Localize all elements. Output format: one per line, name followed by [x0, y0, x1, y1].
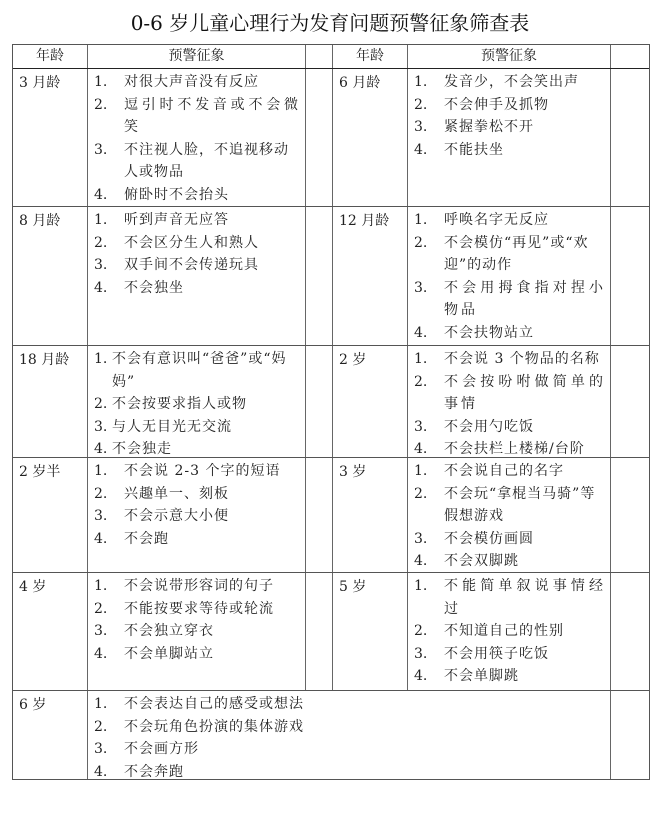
list-item: 1. 听到声音无应答: [94, 212, 229, 228]
age-2-years: 2 岁: [339, 352, 367, 368]
signs-3-months: [88, 69, 305, 206]
list-item: 3. 不会用勺吃饭: [414, 418, 534, 435]
list-item: 4. 不会跑: [94, 530, 169, 547]
age-5-years: 5 岁: [339, 579, 367, 595]
list-item: 1. 不会说自己的名字: [414, 463, 564, 479]
signs-6-years: [88, 691, 610, 783]
header-signs-left: 预警征象: [168, 48, 225, 64]
age-6-months: 6 月龄: [339, 75, 381, 91]
signs-2-years: [408, 346, 610, 461]
list-item: 1. 不会说 3 个物品的名称: [414, 351, 600, 367]
list-item: 1. 呼唤名字无反应: [414, 212, 549, 228]
list-item: 2. 不会玩“拿棍当马骑”等假想游戏: [414, 485, 596, 524]
column-divider: [305, 45, 306, 691]
signs-6-months: [408, 69, 610, 161]
list-item: 2. 不会按要求指人或物: [94, 396, 247, 412]
list-item: 4. 不会独走: [94, 441, 172, 457]
list-item: 2. 逗引时不发音或不会微笑: [94, 96, 301, 135]
signs-3-years: [408, 458, 610, 573]
screening-table: [12, 44, 650, 780]
list-item: 4. 不会单脚跳: [414, 668, 519, 684]
list-item: 2. 不知道自己的性别: [414, 623, 564, 639]
list-item: 1. 不会说 2-3 个字的短语: [94, 463, 281, 479]
list-item: 2. 不会玩角色扮演的集体游戏: [94, 718, 304, 735]
list-item: 2. 不会区分生人和熟人: [94, 234, 259, 251]
age-18-months: 18 月龄: [19, 352, 70, 368]
list-item: 4. 俯卧时不会抬头: [94, 186, 229, 203]
list-item: 3. 不会独立穿衣: [94, 623, 214, 639]
list-item: 3. 不会模仿画圆: [414, 530, 534, 547]
signs-4-years: [88, 573, 305, 665]
age-3-years: 3 岁: [339, 464, 367, 480]
list-item: 2. 兴趣单一、刻板: [94, 485, 229, 502]
signs-5-years: [408, 573, 610, 688]
list-item: 3. 不会用拇食指对捏小物品: [414, 279, 606, 318]
list-item: 4. 不会奔跑: [94, 763, 184, 780]
list-item: 3. 不会画方形: [94, 741, 199, 757]
header-age-right: 年龄: [356, 48, 384, 64]
age-8-months: 8 月龄: [19, 213, 61, 229]
list-item: 3. 与人无目光无交流: [94, 418, 232, 435]
list-item: 1. 对很大声音没有反应: [94, 74, 259, 90]
age-2-5-years: 2 岁半: [19, 464, 61, 480]
signs-12-months: [408, 207, 610, 344]
signs-2-5-years: [88, 458, 305, 550]
age-12-months: 12 月龄: [339, 213, 390, 229]
list-item: 4. 不能扶坐: [414, 141, 504, 158]
signs-18-months: [88, 346, 305, 461]
list-item: 3. 不会示意大小便: [94, 508, 229, 524]
list-item: 1. 不能简单叙说事情经过: [414, 578, 606, 617]
header-signs-right: 预警征象: [481, 48, 537, 64]
list-item: 3. 双手间不会传递玩具: [94, 257, 259, 273]
list-item: 1. 不会说带形容词的句子: [94, 578, 274, 594]
page-title: 0-6 岁儿童心理行为发育问题预警征象筛查表: [130, 11, 530, 35]
list-item: 3. 不会用筷子吃饭: [414, 645, 549, 662]
list-item: 3. 不注视人脸，不追视移动人或物品: [94, 141, 289, 180]
header-age-left: 年龄: [36, 48, 64, 64]
list-item: 4. 不会双脚跳: [414, 553, 519, 569]
age-6-years: 6 岁: [19, 697, 47, 713]
list-item: 4. 不会扶物站立: [414, 324, 534, 341]
signs-8-months: [88, 207, 305, 299]
age-3-months: 3 月龄: [19, 75, 61, 91]
column-divider: [610, 45, 611, 779]
list-item: 4. 不会扶栏上楼梯/台阶: [414, 441, 585, 457]
list-item: 3. 紧握拳松不开: [414, 119, 534, 135]
list-item: 1. 发音少，不会笑出声: [414, 74, 579, 90]
list-item: 2. 不会按吩咐做简单的事情: [414, 373, 606, 412]
list-item: 2. 不会模仿“再见”或“欢迎”的动作: [414, 234, 589, 273]
list-item: 4. 不会单脚站立: [94, 645, 214, 662]
list-item: 4. 不会独坐: [94, 279, 184, 296]
list-item: 1. 不会有意识叫“爸爸”或“妈妈”: [94, 351, 287, 390]
list-item: 2. 不能按要求等待或轮流: [94, 600, 274, 617]
list-item: 1. 不会表达自己的感受或想法: [94, 696, 304, 712]
age-4-years: 4 岁: [19, 579, 47, 595]
list-item: 2. 不会伸手及抓物: [414, 96, 549, 113]
